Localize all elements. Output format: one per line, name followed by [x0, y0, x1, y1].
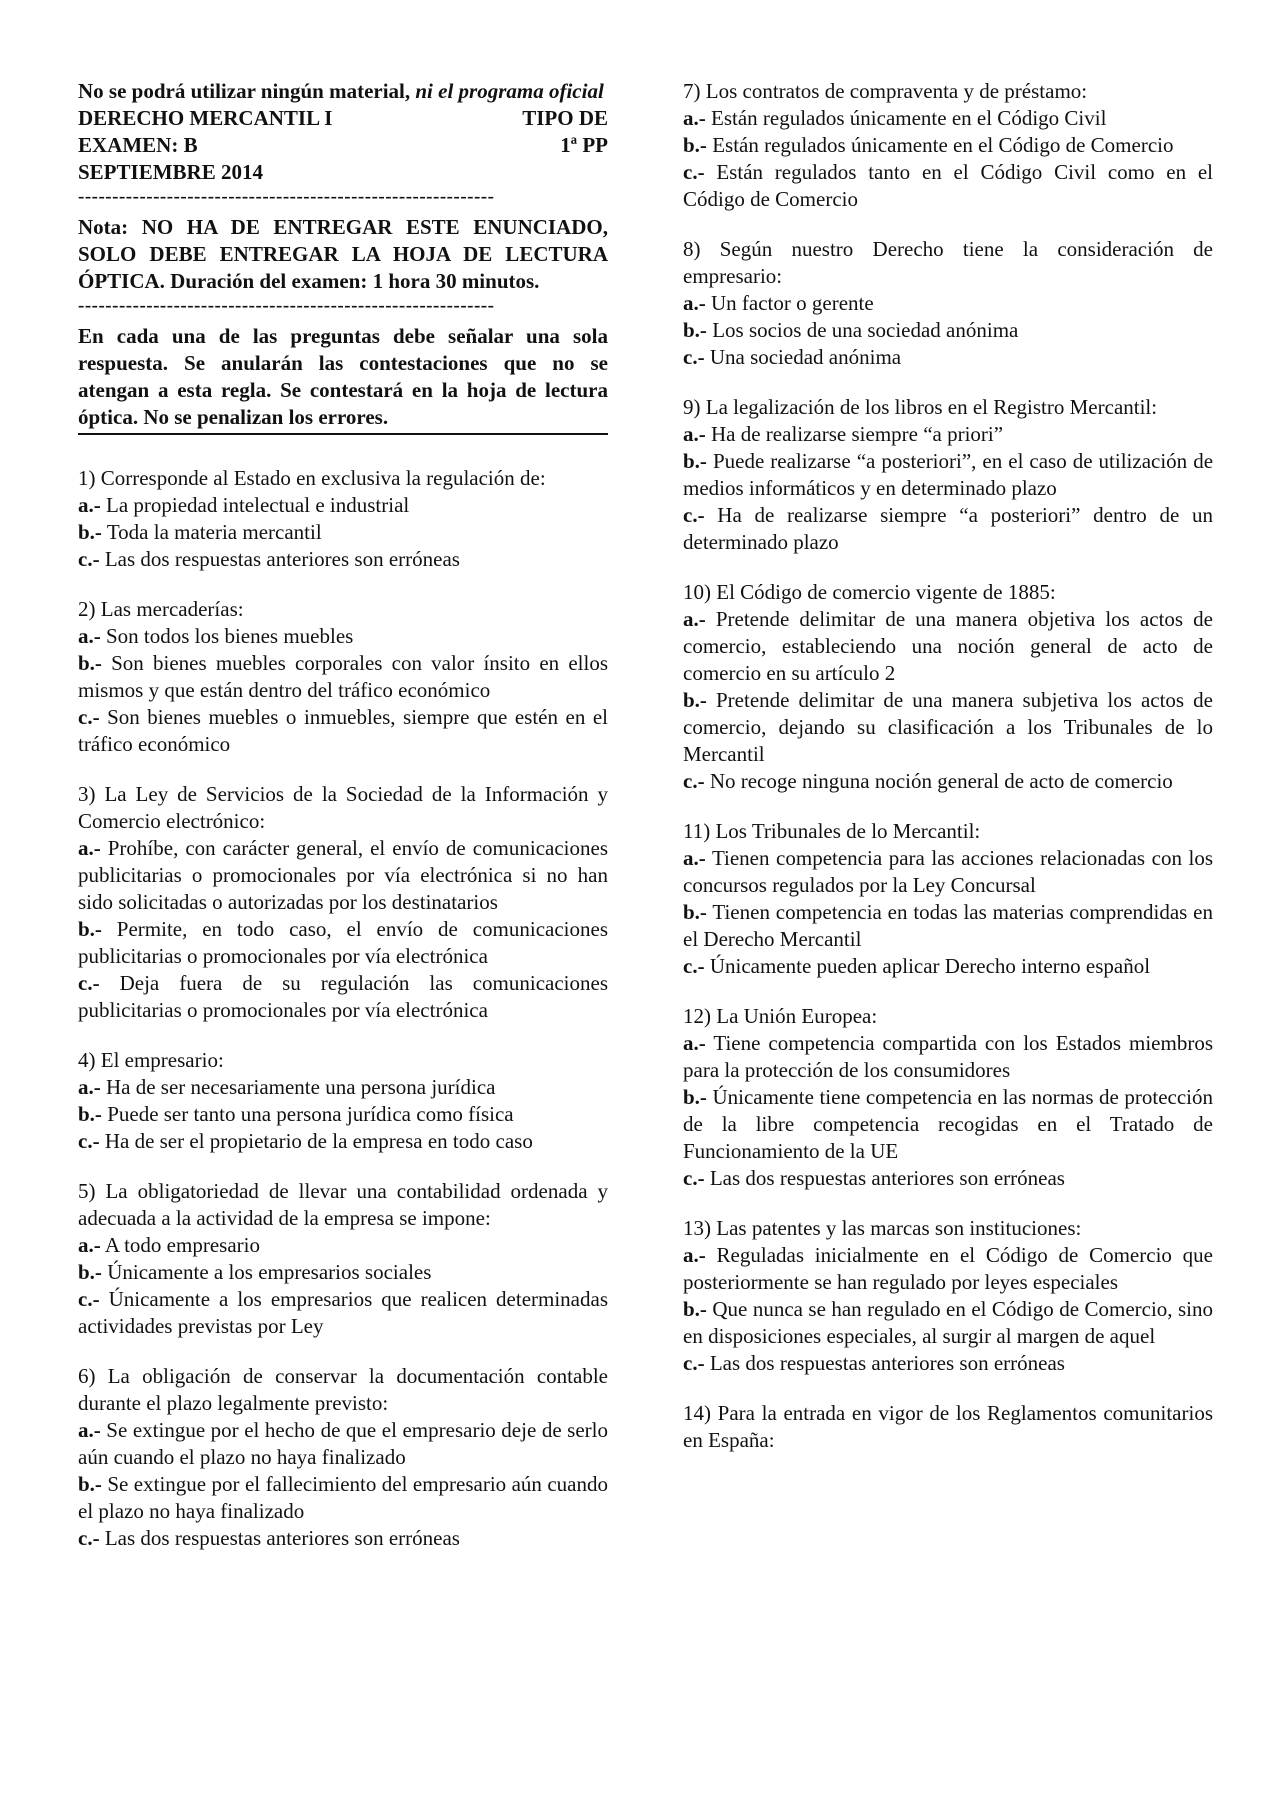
header-warning-bold: No se podrá utilizar ningún material,	[78, 79, 411, 103]
option-a	[683, 1030, 1213, 1084]
question-1	[78, 465, 608, 573]
option-text: Deja fuera de su regulación las comunicaciones publicitarias o promocionales por vía electrónica	[78, 971, 609, 1022]
option-b	[78, 650, 608, 704]
option-text: Tienen competencia para las acciones relacionadas con los concursos regulados por la Ley Concursal	[683, 846, 1213, 897]
option-b	[78, 519, 608, 546]
option-text: La propiedad intelectual e industrial	[106, 493, 410, 517]
option-text: Una sociedad anónima	[709, 345, 902, 369]
option-text: Únicamente tiene competencia en las normas de protección de la libre competencia recogidas en el Tratado de Funcionamiento de la UE	[683, 1085, 1214, 1163]
exam-date: SEPTIEMBRE 2014	[78, 160, 263, 184]
option-label: c.-	[683, 345, 705, 369]
option-text: Únicamente a los empresarios que realicen determinadas actividades previstas por Ley	[78, 1287, 608, 1338]
option-label: c.-	[78, 971, 100, 995]
exam-instructions: En cada una de las preguntas debe señalar una sola respuesta. Se anularán las contestaciones que no se atengan a esta regla. Se contestará en la hoja de lectura óptica. No se penalizan los errores.	[78, 324, 608, 429]
option-label: b.-	[683, 1297, 707, 1321]
option-b	[683, 132, 1213, 159]
option-text: Puede realizarse “a posteriori”, en el caso de utilización de medios informáticos y en determinado plazo	[683, 449, 1214, 500]
option-a	[683, 1242, 1213, 1296]
option-text: Ha de ser el propietario de la empresa en todo caso	[104, 1129, 533, 1153]
option-label: a.-	[78, 1075, 101, 1099]
option-label: a.-	[683, 1243, 706, 1267]
option-text: Las dos respuestas anteriores son erróneas	[104, 547, 460, 571]
question-6	[78, 1363, 608, 1552]
option-a	[78, 1074, 608, 1101]
option-text: Pretende delimitar de una manera objetiva los actos de comercio, estableciendo una noción general de acto de comercio en su artículo 2	[683, 607, 1213, 685]
option-text: Reguladas inicialmente en el Código de Comercio que posteriormente se han regulado por leyes especiales	[683, 1243, 1213, 1294]
option-b	[683, 899, 1213, 953]
option-text: Un factor o gerente	[711, 291, 874, 315]
header-warning-italic: ni el programa oficial	[415, 79, 604, 103]
option-text: Toda la materia mercantil	[106, 520, 322, 544]
option-a	[78, 1417, 608, 1471]
option-label: b.-	[683, 900, 707, 924]
option-text: Permite, en todo caso, el envío de comunicaciones publicitarias o promocionales por vía electrónica	[78, 917, 608, 968]
option-label: b.-	[78, 651, 102, 675]
option-a	[683, 606, 1213, 687]
option-label: a.-	[683, 1031, 706, 1055]
option-text: Ha de realizarse siempre “a priori”	[711, 422, 1004, 446]
option-label: a.-	[683, 106, 706, 130]
option-text: Son bienes muebles corporales con valor ínsito en ellos mismos y que están dentro del tráfico económico	[78, 651, 608, 702]
option-label: b.-	[78, 917, 102, 941]
question-list-left	[78, 465, 608, 1552]
separator-line: -------------------------------------------------------------	[78, 186, 495, 207]
option-text: Son todos los bienes muebles	[106, 624, 354, 648]
option-c	[683, 1350, 1213, 1377]
option-a	[683, 421, 1213, 448]
tipo-label: TIPO DE	[522, 106, 608, 130]
question-stem: 7) Los contratos de compraventa y de préstamo:	[683, 79, 1088, 103]
header-exam-row	[78, 132, 608, 159]
option-a	[78, 835, 608, 916]
option-text: Que nunca se han regulado en el Código de Comercio, sino en disposiciones especiales, al surgir al margen de aquel	[683, 1297, 1213, 1348]
question-list-right	[683, 78, 1213, 1454]
question-12	[683, 1003, 1213, 1192]
option-label: a.-	[78, 624, 101, 648]
option-c	[683, 768, 1213, 795]
option-label: c.-	[78, 1287, 100, 1311]
option-label: a.-	[78, 836, 101, 860]
option-text: Se extingue por el fallecimiento del empresario aún cuando el plazo no haya finalizado	[78, 1472, 608, 1523]
option-c	[683, 1165, 1213, 1192]
option-a	[683, 105, 1213, 132]
option-label: b.-	[78, 1260, 102, 1284]
question-stem: 12) La Unión Europea:	[683, 1004, 878, 1028]
header-subject-row	[78, 105, 608, 132]
exam-type: EXAMEN: B	[78, 133, 198, 157]
question-stem: 5) La obligatoriedad de llevar una contabilidad ordenada y adecuada a la actividad de la empresa se impone:	[78, 1179, 608, 1230]
option-c	[78, 546, 608, 573]
option-c	[78, 970, 608, 1024]
option-text: Están regulados tanto en el Código Civil como en el Código de Comercio	[683, 160, 1214, 211]
header-rule	[78, 433, 608, 435]
option-text: Tienen competencia en todas las materias comprendidas en el Derecho Mercantil	[683, 900, 1213, 951]
question-stem: 3) La Ley de Servicios de la Sociedad de la Información y Comercio electrónico:	[78, 782, 608, 833]
option-text: Los socios de una sociedad anónima	[712, 318, 1019, 342]
option-text: A todo empresario	[104, 1233, 260, 1257]
exam-pp: 1ª PP	[560, 133, 608, 157]
option-text: Están regulados únicamente en el Código de Comercio	[712, 133, 1174, 157]
option-label: c.-	[78, 1129, 100, 1153]
option-label: a.-	[683, 422, 706, 446]
subject-title: DERECHO MERCANTIL I	[78, 106, 333, 130]
option-text: Únicamente a los empresarios sociales	[107, 1260, 432, 1284]
question-stem: 4) El empresario:	[78, 1048, 224, 1072]
option-label: a.-	[78, 1233, 101, 1257]
question-13	[683, 1215, 1213, 1377]
question-stem: 6) La obligación de conservar la documentación contable durante el plazo legalmente previsto:	[78, 1364, 608, 1415]
option-label: b.-	[683, 1085, 707, 1109]
option-b	[683, 1084, 1213, 1165]
option-a	[683, 845, 1213, 899]
option-label: c.-	[683, 503, 705, 527]
option-label: a.-	[683, 607, 706, 631]
option-label: c.-	[78, 705, 100, 729]
option-a	[78, 492, 608, 519]
question-stem: 2) Las mercaderías:	[78, 597, 244, 621]
question-4	[78, 1047, 608, 1155]
question-2	[78, 596, 608, 758]
question-11	[683, 818, 1213, 980]
question-3	[78, 781, 608, 1024]
option-label: a.-	[78, 1418, 101, 1442]
option-text: Son bienes muebles o inmuebles, siempre que estén en el tráfico económico	[78, 705, 608, 756]
option-b	[78, 1471, 608, 1525]
option-a	[78, 1232, 608, 1259]
option-label: c.-	[683, 954, 705, 978]
question-5	[78, 1178, 608, 1340]
option-label: a.-	[683, 291, 706, 315]
option-b	[683, 448, 1213, 502]
question-stem: 8) Según nuestro Derecho tiene la consideración de empresario:	[683, 237, 1213, 288]
option-text: No recoge ninguna noción general de acto de comercio	[709, 769, 1173, 793]
option-text: Tiene competencia compartida con los Estados miembros para la protección de los consumidores	[683, 1031, 1214, 1082]
option-c	[683, 502, 1213, 556]
option-label: b.-	[683, 688, 707, 712]
option-label: b.-	[683, 449, 707, 473]
option-label: c.-	[683, 769, 705, 793]
option-text: Puede ser tanto una persona jurídica como física	[107, 1102, 514, 1126]
option-text: Pretende delimitar de una manera subjetiva los actos de comercio, dejando su clasificación a los Tribunales de lo Mercantil	[683, 688, 1213, 766]
question-14	[683, 1400, 1213, 1454]
left-column	[78, 78, 608, 1575]
option-b	[78, 1101, 608, 1128]
option-label: b.-	[78, 1472, 102, 1496]
option-text: Están regulados únicamente en el Código Civil	[711, 106, 1107, 130]
option-text: Prohíbe, con carácter general, el envío de comunicaciones publicitarias o promocionales por vía electrónica si no han sido solicitadas o autorizadas por los destinatarios	[78, 836, 608, 914]
question-8	[683, 236, 1213, 371]
option-text: Las dos respuestas anteriores son erróneas	[709, 1166, 1065, 1190]
option-b	[78, 1259, 608, 1286]
option-b	[683, 687, 1213, 768]
question-stem: 11) Los Tribunales de lo Mercantil:	[683, 819, 981, 843]
option-label: b.-	[78, 520, 102, 544]
option-text: Únicamente pueden aplicar Derecho interno español	[709, 954, 1151, 978]
option-text: Ha de realizarse siempre “a posteriori” dentro de un determinado plazo	[683, 503, 1213, 554]
option-c	[683, 159, 1213, 213]
question-7	[683, 78, 1213, 213]
exam-note: Nota: NO HA DE ENTREGAR ESTE ENUNCIADO, SOLO DEBE ENTREGAR LA HOJA DE LECTURA ÓPTICA. Duración del examen: 1 hora 30 minutos.	[78, 215, 608, 293]
question-stem: 10) El Código de comercio vigente de 1885:	[683, 580, 1056, 604]
option-label: a.-	[683, 846, 706, 870]
separator-line-2: -------------------------------------------------------------	[78, 295, 495, 316]
option-text: Se extingue por el hecho de que el empresario deje de serlo aún cuando el plazo no haya finalizado	[78, 1418, 609, 1469]
option-label: b.-	[683, 318, 707, 342]
option-b	[683, 1296, 1213, 1350]
option-label: c.-	[78, 1526, 100, 1550]
option-b	[683, 317, 1213, 344]
question-10	[683, 579, 1213, 795]
option-c	[78, 1525, 608, 1552]
option-text: Las dos respuestas anteriores son erróneas	[709, 1351, 1065, 1375]
option-label: c.-	[683, 1351, 705, 1375]
option-c	[78, 704, 608, 758]
option-label: a.-	[78, 493, 101, 517]
right-column	[683, 78, 1213, 1477]
question-stem: 1) Corresponde al Estado en exclusiva la regulación de:	[78, 466, 546, 490]
option-b	[78, 916, 608, 970]
question-stem: 13) Las patentes y las marcas son instituciones:	[683, 1216, 1082, 1240]
option-label: c.-	[683, 1166, 705, 1190]
header-warning	[78, 78, 608, 105]
option-c	[683, 953, 1213, 980]
question-9	[683, 394, 1213, 556]
option-label: b.-	[683, 133, 707, 157]
option-text: Ha de ser necesariamente una persona jurídica	[106, 1075, 496, 1099]
option-label: b.-	[78, 1102, 102, 1126]
exam-header	[78, 78, 608, 435]
option-a	[78, 623, 608, 650]
option-label: c.-	[78, 547, 100, 571]
option-label: c.-	[683, 160, 705, 184]
option-c	[683, 344, 1213, 371]
question-stem: 9) La legalización de los libros en el Registro Mercantil:	[683, 395, 1158, 419]
option-c	[78, 1286, 608, 1340]
option-c	[78, 1128, 608, 1155]
question-stem: 14) Para la entrada en vigor de los Reglamentos comunitarios en España:	[683, 1401, 1213, 1452]
option-text: Las dos respuestas anteriores son erróneas	[104, 1526, 460, 1550]
option-a	[683, 290, 1213, 317]
